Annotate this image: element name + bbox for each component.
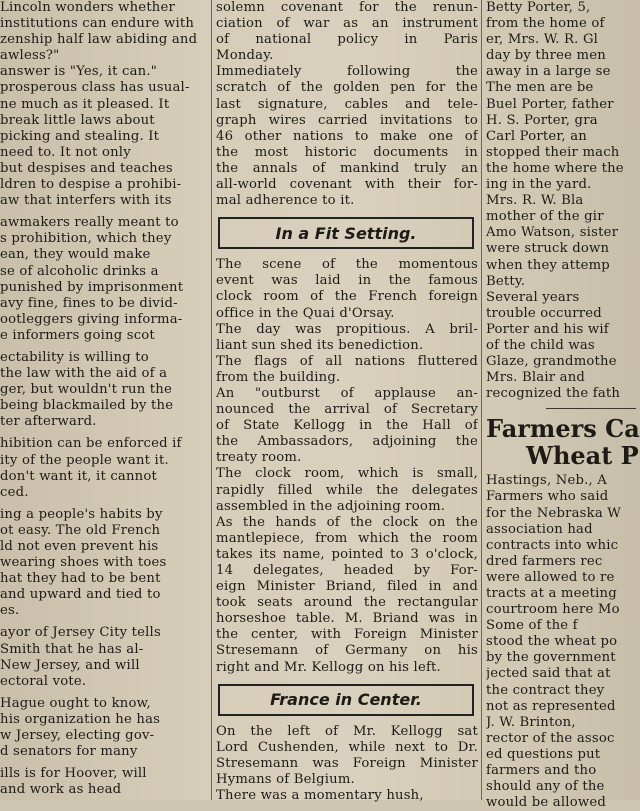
text-line: Several years [486, 289, 580, 305]
text-line: courtroom here Mo [486, 602, 620, 618]
text-line: 46 other nations to make one of [216, 128, 478, 144]
text-line: liant sun shed its benediction. [216, 337, 424, 353]
text-line: the Ambassadors, adjoining the [216, 434, 478, 450]
text-line: farmers and tho [486, 763, 597, 779]
text-line: As the hands of the clock on the [216, 514, 478, 530]
text-line: clock room of the French foreign [216, 289, 478, 305]
text-line: Hymans of Belgium. [216, 771, 355, 787]
text-line: contracts into whic [486, 537, 619, 553]
text-line: but despises and teaches [0, 160, 173, 176]
text-line: assembled in the adjoining room. [216, 498, 446, 514]
text-line: hibition can be enforced if [0, 436, 182, 452]
text-line: picking and stealing. It [0, 128, 160, 144]
text-line: the most historic documents in [216, 144, 478, 160]
text-line: from the building. [216, 369, 341, 385]
text-line: association had [486, 521, 593, 537]
text-line: The scene of the momentous [216, 257, 478, 273]
text-line: eign Minister Briand, filed in and [216, 579, 478, 595]
article-section-1 [216, 257, 478, 675]
text-line: by the government [486, 650, 616, 666]
text-line: w Jersey, electing gov- [0, 728, 155, 744]
text-line: Amo Watson, sister [486, 225, 619, 241]
text-line: last signature, cables and tele- [216, 96, 478, 112]
text-line: graph wires carried invitations to [216, 112, 478, 128]
text-line: not as represented [486, 698, 616, 714]
text-line: answer is "Yes, it can." [0, 64, 157, 80]
text-line: takes its name, pointed to 3 o'clock, [216, 546, 478, 562]
text-line: Lord Cushenden, while next to Dr. [216, 739, 478, 755]
text-line: Stresemann of Germany on his [216, 643, 478, 659]
text-line: hat they had to be bent [0, 571, 161, 587]
headline-line: Wheat P [526, 441, 639, 471]
text-line: mal adherence to it. [216, 193, 355, 209]
text-line: would be allowed [486, 795, 606, 811]
text-line: from the home of [486, 16, 605, 32]
text-line: The flags of all nations fluttered [216, 353, 478, 369]
text-line: jected said that at [486, 666, 611, 682]
text-line: of national policy in Paris [216, 32, 478, 48]
text-line: institutions can endure with [0, 16, 195, 32]
text-line: ean, they would make [0, 247, 151, 263]
text-line: s prohibition, which they [0, 231, 172, 247]
text-line: An "outburst of applause an- [216, 385, 478, 401]
text-line: the contract they [486, 682, 605, 698]
text-line: On the left of Mr. Kellogg sat [216, 723, 478, 739]
text-line: Stresemann was Foreign Minister [216, 755, 478, 771]
text-line: all-world covenant with their for- [216, 177, 478, 193]
text-line: office in the Quai d'Orsay. [216, 305, 395, 321]
text-line: ectability is willing to [0, 349, 149, 365]
text-line: stood the wheat po [486, 634, 618, 650]
text-line: awless?" [0, 48, 60, 64]
text-line: Lincoln wonders whether [0, 0, 176, 15]
text-line: took seats around the rectangular [216, 595, 478, 611]
text-line: tracts at a meeting [486, 586, 617, 601]
text-line: recognized the fath [486, 386, 621, 402]
text-line: Immediately following the [216, 64, 478, 80]
text-line: Hague ought to know, [0, 695, 151, 711]
left-column [0, 0, 208, 798]
text-line: es. [0, 603, 20, 619]
text-line: ing a people's habits by [0, 506, 163, 522]
text-line: mantlepiece, from which the room [216, 530, 478, 546]
text-line: need to. It not only [0, 144, 131, 160]
text-line: ld not even prevent his [0, 539, 159, 554]
text-line: prosperous class has usual- [0, 80, 190, 96]
text-line: ootleggers giving informa- [0, 311, 183, 327]
text-line: Mrs. R. W. Bla [486, 193, 584, 209]
text-line: punished by imprisonment [0, 279, 184, 295]
text-line: Mrs. Blair and [486, 370, 586, 386]
text-line: ced. [0, 484, 29, 500]
text-line: se of alcoholic drinks a [0, 263, 159, 279]
text-line: the annals of mankind truly an [216, 160, 478, 176]
text-line: er, Mrs. W. R. Gl [486, 32, 599, 48]
text-line: The clock room, which is small, [216, 466, 478, 482]
text-line: nounced the arrival of Secretary [216, 402, 478, 418]
text-line: stopped their mach [486, 144, 620, 160]
text-line: ldren to despise a prohibi- [0, 177, 182, 193]
text-line: ter afterward. [0, 414, 97, 430]
text-line: 14 delegates, headed by For- [216, 563, 478, 578]
farmers-article [486, 473, 640, 811]
text-line: awmakers really meant to [0, 215, 179, 231]
text-line: The day was propitious. A bril- [216, 321, 478, 337]
text-line: Smith that he has al- [0, 641, 144, 657]
text-line: trouble occurred [486, 305, 602, 321]
middle-column [216, 0, 478, 804]
subheading-france-center: France in Center. [218, 684, 474, 716]
text-line: right and Mr. Kellogg on his left. [216, 659, 441, 675]
column-rule [481, 0, 482, 800]
text-line: and upward and tied to [0, 587, 161, 603]
text-line: ayor of Jersey City tells [0, 625, 161, 641]
text-line: rector of the assoc [486, 730, 615, 746]
text-line: away in a large se [486, 64, 611, 80]
text-line: aw that interfers with its [0, 193, 172, 209]
text-line: Monday. [216, 48, 274, 64]
text-line: ciation of war as an instrument [216, 16, 478, 32]
text-line: Glaze, grandmothe [486, 354, 617, 370]
column-rule [211, 0, 212, 800]
article-separator [546, 408, 636, 409]
text-line: wearing shoes with toes [0, 555, 167, 571]
text-line: of State Kellogg in the Hall of [216, 418, 478, 434]
text-line: were allowed to re [486, 569, 615, 585]
text-line: of the child was [486, 337, 595, 353]
text-line: treaty room. [216, 450, 302, 466]
text-line: horseshoe table. M. Briand was in [216, 611, 478, 627]
text-line: break little laws about [0, 112, 155, 128]
headline-line: Farmers Ca [486, 414, 640, 444]
text-line: H. S. Porter, gra [486, 112, 598, 128]
text-line: scratch of the golden pen for the [216, 80, 478, 96]
text-line: New Jersey, and will [0, 657, 140, 673]
text-line: and work as head [0, 782, 122, 798]
text-line: day by three men [486, 48, 606, 64]
text-line: don't want it, it cannot [0, 468, 158, 484]
text-line: The men are be [486, 80, 594, 96]
farmers-headline [486, 415, 640, 469]
text-line: Betty. [486, 273, 526, 289]
text-line: ot easy. The old French [0, 522, 161, 538]
text-line: ing in the yard. [486, 177, 592, 193]
text-line: the home where the [486, 160, 624, 176]
text-line: Porter and his wif [486, 321, 609, 337]
text-line: There was a momentary hush, [216, 788, 424, 804]
text-line: avy fine, fines to be divid- [0, 295, 178, 311]
text-line: dred farmers rec [486, 553, 603, 569]
right-column [486, 0, 640, 811]
text-line: ity of the people want it. [0, 452, 169, 468]
text-line: being blackmailed by the [0, 398, 174, 414]
text-line: were struck down [486, 241, 610, 257]
text-line: solemn covenant for the renun- [216, 0, 478, 15]
text-line: ills is for Hoover, will [0, 766, 147, 782]
text-line: the law with the aid of a [0, 366, 168, 382]
text-line: e informers going scot [0, 327, 155, 343]
kidnapping-article [486, 0, 640, 402]
text-line: his organization he has [0, 711, 161, 727]
text-line: ectoral vote. [0, 673, 87, 689]
text-line: should any of the [486, 779, 605, 795]
text-line: J. W. Brinton, [486, 714, 576, 730]
text-line: ed questions put [486, 746, 601, 762]
text-line: when they attemp [486, 257, 610, 273]
text-line: ne much as it pleased. It [0, 96, 170, 112]
text-line: zenship half law abiding and [0, 32, 198, 48]
article-section-2 [216, 724, 478, 804]
text-line: rapidly filled while the delegates [216, 482, 478, 498]
text-line: Some of the f [486, 618, 578, 634]
text-line: mother of the gir [486, 209, 604, 225]
text-line: event was laid in the famous [216, 273, 478, 289]
text-line: for the Nebraska W [486, 505, 622, 521]
article-intro [216, 0, 478, 209]
text-line: the center, with Foreign Minister [216, 627, 478, 643]
text-line: ger, but wouldn't run the [0, 382, 172, 398]
text-line: Farmers who said [486, 489, 609, 505]
text-line: Carl Porter, an [486, 128, 587, 144]
text-line: Hastings, Neb., A [486, 473, 608, 489]
text-line: Buel Porter, father [486, 96, 614, 112]
text-line: Betty Porter, 5, [486, 0, 591, 15]
subheading-fit-setting: In a Fit Setting. [218, 217, 474, 249]
text-line: d senators for many [0, 744, 138, 760]
